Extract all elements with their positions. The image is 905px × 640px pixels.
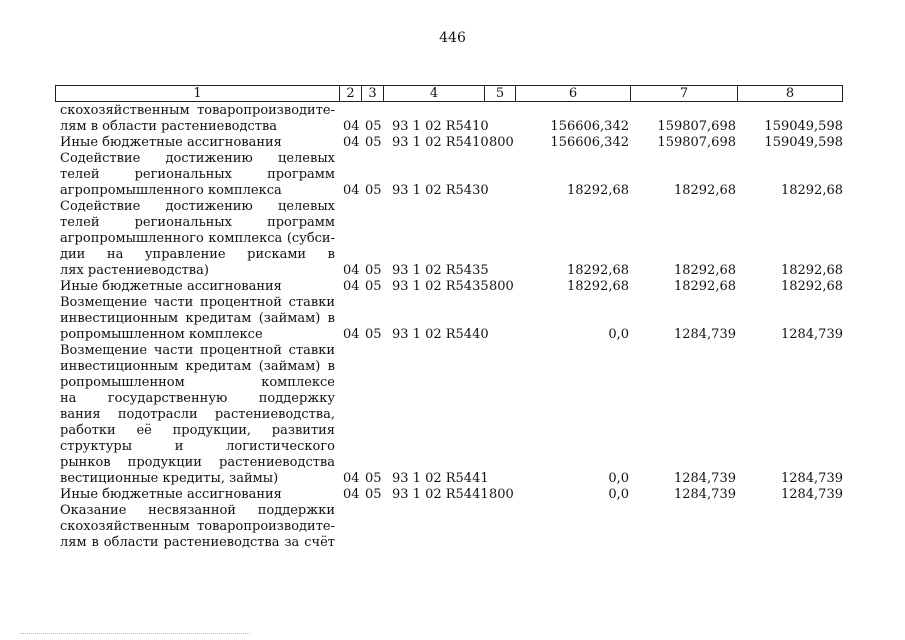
amount-col-6-cell: 18292,68 bbox=[566, 183, 629, 198]
table-row bbox=[0, 215, 905, 231]
description-cell: вестиционные кредиты, займы) bbox=[60, 471, 279, 486]
target-article-cell: 93 1 02 R5441 bbox=[392, 487, 489, 502]
table-row bbox=[0, 103, 905, 119]
target-article-cell: 93 1 02 R5435 bbox=[392, 263, 489, 278]
amount-col-6-cell: 0,0 bbox=[608, 487, 629, 502]
subsection-cell: 05 bbox=[365, 487, 382, 502]
table-row bbox=[0, 439, 905, 455]
table-row bbox=[0, 535, 905, 551]
amount-col-7-cell: 159807,698 bbox=[657, 135, 736, 150]
description-cell: Иные бюджетные ассигнования bbox=[60, 135, 282, 150]
table-row bbox=[0, 167, 905, 183]
section-cell: 04 bbox=[343, 183, 360, 198]
target-article-cell: 93 1 02 R5440 bbox=[392, 327, 489, 342]
amount-col-6-cell: 156606,342 bbox=[550, 135, 629, 150]
table-row bbox=[0, 295, 905, 311]
description-cell: Содействие достижению целевых bbox=[60, 151, 335, 166]
subsection-cell: 05 bbox=[365, 263, 382, 278]
amount-col-8-cell: 18292,68 bbox=[780, 263, 843, 278]
table-row bbox=[0, 199, 905, 215]
table-row bbox=[0, 135, 905, 151]
header-col-3: 3 bbox=[362, 86, 384, 101]
header-col-2: 2 bbox=[340, 86, 362, 101]
description-cell: дии на управление рисками в bbox=[60, 247, 335, 262]
subsection-cell: 05 bbox=[365, 471, 382, 486]
description-cell: скохозяйственным товаропроизводите- bbox=[60, 103, 335, 118]
table-row bbox=[0, 391, 905, 407]
table-row bbox=[0, 247, 905, 263]
amount-col-8-cell: 18292,68 bbox=[780, 183, 843, 198]
table-row bbox=[0, 471, 905, 487]
table-header bbox=[55, 85, 843, 102]
amount-col-8-cell: 159049,598 bbox=[764, 119, 843, 134]
description-cell: лям в области растениеводства за счёт bbox=[60, 535, 335, 550]
amount-col-6-cell: 18292,68 bbox=[566, 279, 629, 294]
section-cell: 04 bbox=[343, 135, 360, 150]
amount-col-8-cell: 1284,739 bbox=[780, 471, 843, 486]
table-row bbox=[0, 151, 905, 167]
subsection-cell: 05 bbox=[365, 183, 382, 198]
table-row bbox=[0, 503, 905, 519]
description-cell: телей региональных программ bbox=[60, 167, 335, 182]
description-cell: Возмещение части процентной ставки bbox=[60, 343, 335, 358]
subsection-cell: 05 bbox=[365, 327, 382, 342]
expense-type-cell: 800 bbox=[489, 487, 514, 502]
description-cell: Содействие достижению целевых bbox=[60, 199, 335, 214]
description-cell: Оказание несвязанной поддержки bbox=[60, 503, 335, 518]
description-cell: лях растениеводства) bbox=[60, 263, 209, 278]
amount-col-6-cell: 18292,68 bbox=[566, 263, 629, 278]
description-cell: ропромышленном комплексе bbox=[60, 375, 335, 390]
table-row bbox=[0, 327, 905, 343]
table-row bbox=[0, 279, 905, 295]
header-col-8: 8 bbox=[785, 86, 795, 101]
description-cell: на государственную поддержку bbox=[60, 391, 335, 406]
amount-col-8-cell: 1284,739 bbox=[780, 487, 843, 502]
description-cell: Иные бюджетные ассигнования bbox=[60, 487, 282, 502]
description-cell: инвестиционным кредитам (займам) в bbox=[60, 359, 335, 374]
header-col-1: 1 bbox=[56, 86, 340, 101]
description-cell: скохозяйственным товаропроизводите- bbox=[60, 519, 335, 534]
section-cell: 04 bbox=[343, 119, 360, 134]
table-row bbox=[0, 423, 905, 439]
table-row bbox=[0, 487, 905, 503]
description-cell: агропромышленного комплекса (субси- bbox=[60, 231, 335, 246]
description-cell: инвестиционным кредитам (займам) в bbox=[60, 311, 335, 326]
table-row bbox=[0, 119, 905, 135]
section-cell: 04 bbox=[343, 487, 360, 502]
description-cell: Иные бюджетные ассигнования bbox=[60, 279, 282, 294]
target-article-cell: 93 1 02 R5430 bbox=[392, 183, 489, 198]
page-number: 446 bbox=[439, 30, 466, 46]
amount-col-7-cell: 18292,68 bbox=[673, 279, 736, 294]
table-row bbox=[0, 455, 905, 471]
amount-col-6-cell: 0,0 bbox=[608, 327, 629, 342]
subsection-cell: 05 bbox=[365, 279, 382, 294]
section-cell: 04 bbox=[343, 279, 360, 294]
table-row bbox=[0, 359, 905, 375]
amount-col-6-cell: 0,0 bbox=[608, 471, 629, 486]
description-cell: вания подотрасли растениеводства, bbox=[60, 407, 335, 422]
description-cell: лям в области растениеводства bbox=[60, 119, 278, 134]
description-cell: рынков продукции растениеводства bbox=[60, 455, 335, 470]
table-row bbox=[0, 311, 905, 327]
amount-col-8-cell: 159049,598 bbox=[764, 135, 843, 150]
subsection-cell: 05 bbox=[365, 135, 382, 150]
table-row bbox=[0, 375, 905, 391]
table-row bbox=[0, 519, 905, 535]
amount-col-7-cell: 18292,68 bbox=[673, 183, 736, 198]
description-cell: Возмещение части процентной ставки bbox=[60, 295, 335, 310]
description-cell: ропромышленном комплексе bbox=[60, 327, 263, 342]
section-cell: 04 bbox=[343, 327, 360, 342]
amount-col-7-cell: 1284,739 bbox=[673, 471, 736, 486]
header-col-5: 5 bbox=[485, 86, 516, 101]
amount-col-7-cell: 18292,68 bbox=[673, 263, 736, 278]
amount-col-7-cell: 159807,698 bbox=[657, 119, 736, 134]
section-cell: 04 bbox=[343, 471, 360, 486]
description-cell: структуры и логистического bbox=[60, 439, 335, 454]
target-article-cell: 93 1 02 R5435 bbox=[392, 279, 489, 294]
scan-artifact-line bbox=[20, 633, 250, 634]
table-row bbox=[0, 407, 905, 423]
header-col-4: 4 bbox=[384, 86, 485, 101]
amount-col-7-cell: 1284,739 bbox=[673, 327, 736, 342]
section-cell: 04 bbox=[343, 263, 360, 278]
table-row bbox=[0, 231, 905, 247]
description-cell: работки её продукции, развития bbox=[60, 423, 335, 438]
amount-col-8-cell: 18292,68 bbox=[780, 279, 843, 294]
table-row bbox=[0, 343, 905, 359]
expense-type-cell: 800 bbox=[489, 135, 514, 150]
subsection-cell: 05 bbox=[365, 119, 382, 134]
description-cell: телей региональных программ bbox=[60, 215, 335, 230]
amount-col-8-cell: 1284,739 bbox=[780, 327, 843, 342]
amount-col-6-cell: 156606,342 bbox=[550, 119, 629, 134]
target-article-cell: 93 1 02 R5410 bbox=[392, 119, 489, 134]
amount-col-7-cell: 1284,739 bbox=[673, 487, 736, 502]
description-cell: агропромышленного комплекса bbox=[60, 183, 282, 198]
header-col-7: 7 bbox=[631, 86, 738, 101]
target-article-cell: 93 1 02 R5410 bbox=[392, 135, 489, 150]
header-col-6: 6 bbox=[516, 86, 631, 101]
expense-type-cell: 800 bbox=[489, 279, 514, 294]
table-row bbox=[0, 183, 905, 199]
table-row bbox=[0, 263, 905, 279]
target-article-cell: 93 1 02 R5441 bbox=[392, 471, 489, 486]
